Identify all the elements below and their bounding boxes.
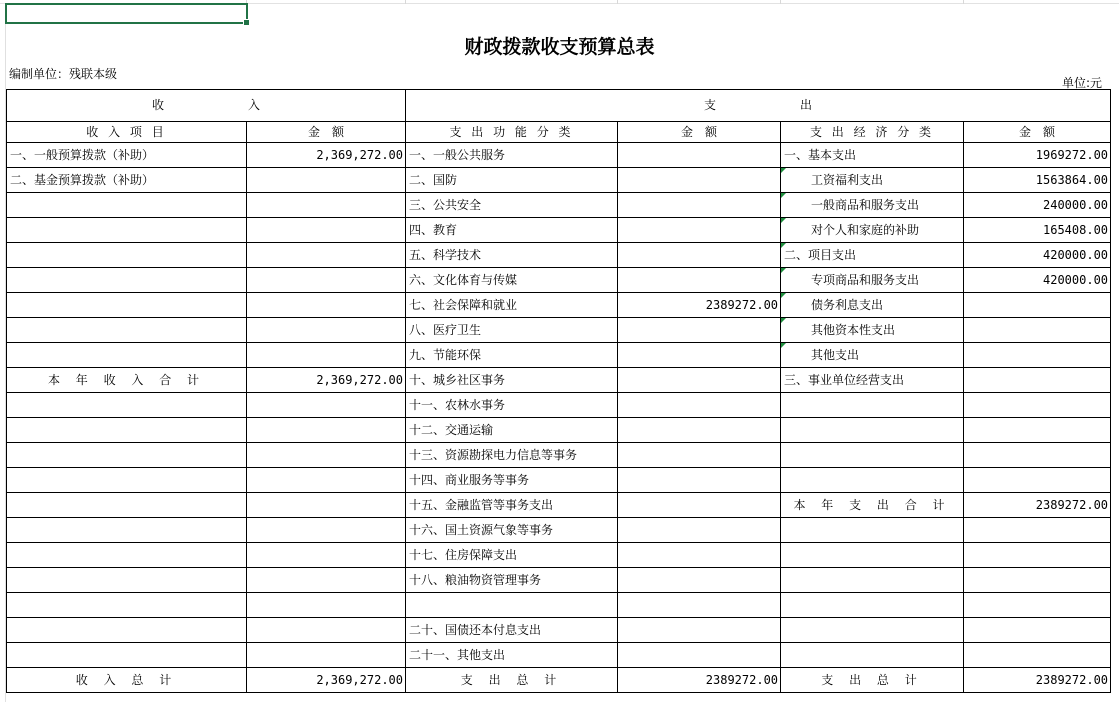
func-amount-cell[interactable] bbox=[618, 193, 781, 218]
econ-amount-cell[interactable]: 2389272.00 bbox=[964, 493, 1111, 518]
econ-amount-cell[interactable] bbox=[964, 393, 1111, 418]
table-row bbox=[7, 268, 1111, 293]
table-row bbox=[7, 443, 1111, 468]
func-amount-cell[interactable] bbox=[618, 418, 781, 443]
econ-amount-cell[interactable] bbox=[964, 618, 1111, 643]
table-row bbox=[7, 518, 1111, 543]
func-item-cell[interactable]: 十三、资源勘探电力信息等事务 bbox=[406, 443, 618, 468]
func-amount-cell[interactable] bbox=[618, 443, 781, 468]
econ-amount-header[interactable]: 金 额 bbox=[964, 122, 1111, 143]
income-amount-cell[interactable]: 2,369,272.00 bbox=[247, 143, 406, 168]
func-amount-cell[interactable] bbox=[618, 468, 781, 493]
income-item-cell[interactable] bbox=[7, 218, 247, 243]
income-item-header[interactable]: 收 入 项 目 bbox=[7, 122, 247, 143]
econ-item-cell[interactable] bbox=[781, 543, 964, 568]
table-row bbox=[7, 368, 1111, 393]
active-cell-selection[interactable] bbox=[5, 3, 248, 24]
table-row bbox=[7, 568, 1111, 593]
econ-amount-cell[interactable] bbox=[964, 418, 1111, 443]
table-row bbox=[7, 593, 1111, 618]
income-item-cell[interactable] bbox=[7, 193, 247, 218]
func-amount-cell[interactable] bbox=[618, 493, 781, 518]
func-amount-cell[interactable] bbox=[618, 243, 781, 268]
gridline bbox=[780, 0, 781, 4]
econ-item-cell[interactable]: 二、项目支出 bbox=[781, 243, 964, 268]
income-amount-cell[interactable] bbox=[247, 343, 406, 368]
econ-amount-cell[interactable] bbox=[964, 518, 1111, 543]
econ-amount-cell[interactable]: 420000.00 bbox=[964, 243, 1111, 268]
econ-amount-cell[interactable] bbox=[964, 368, 1111, 393]
econ-item-cell[interactable] bbox=[781, 518, 964, 543]
econ-item-cell[interactable] bbox=[781, 468, 964, 493]
econ-amount-cell[interactable] bbox=[964, 568, 1111, 593]
income-amount-cell[interactable] bbox=[247, 443, 406, 468]
income-amount-cell[interactable]: 2,369,272.00 bbox=[247, 668, 406, 693]
econ-item-cell[interactable] bbox=[781, 618, 964, 643]
table-row bbox=[7, 643, 1111, 668]
econ-item-cell[interactable]: 一般商品和服务支出 bbox=[781, 193, 964, 218]
income-item-cell[interactable] bbox=[7, 593, 247, 618]
income-item-cell[interactable] bbox=[7, 618, 247, 643]
income-item-cell[interactable] bbox=[7, 493, 247, 518]
income-amount-cell[interactable] bbox=[247, 418, 406, 443]
func-amount-cell[interactable] bbox=[618, 343, 781, 368]
section-header-row bbox=[7, 90, 1111, 122]
income-amount-cell[interactable] bbox=[247, 543, 406, 568]
econ-item-cell[interactable]: 工资福利支出 bbox=[781, 168, 964, 193]
income-item-cell[interactable] bbox=[7, 243, 247, 268]
func-amount-cell[interactable] bbox=[618, 218, 781, 243]
func-item-cell[interactable]: 九、节能环保 bbox=[406, 343, 618, 368]
income-item-cell[interactable] bbox=[7, 518, 247, 543]
func-item-cell[interactable]: 七、社会保障和就业 bbox=[406, 293, 618, 318]
income-amount-cell[interactable] bbox=[247, 168, 406, 193]
func-amount-cell[interactable]: 2389272.00 bbox=[618, 293, 781, 318]
income-item-cell[interactable]: 本 年 收 入 合 计 bbox=[7, 368, 247, 393]
table-row bbox=[7, 193, 1111, 218]
income-item-cell[interactable]: 二、基金预算拨款（补助） bbox=[7, 168, 247, 193]
income-amount-cell[interactable] bbox=[247, 468, 406, 493]
func-item-cell[interactable]: 一、一般公共服务 bbox=[406, 143, 618, 168]
expense-section-header[interactable]: 支 出 bbox=[406, 90, 1111, 122]
func-amount-cell[interactable] bbox=[618, 518, 781, 543]
func-amount-cell[interactable] bbox=[618, 318, 781, 343]
budget-table bbox=[6, 89, 1111, 693]
table-row bbox=[7, 668, 1111, 693]
econ-item-cell[interactable]: 专项商品和服务支出 bbox=[781, 268, 964, 293]
income-item-cell[interactable] bbox=[7, 293, 247, 318]
func-item-cell[interactable]: 十五、金融监管等事务支出 bbox=[406, 493, 618, 518]
income-amount-cell[interactable] bbox=[247, 393, 406, 418]
func-item-cell[interactable]: 支 出 总 计 bbox=[406, 668, 618, 693]
currency-unit-label: 单位:元 bbox=[1062, 76, 1103, 90]
func-item-cell[interactable]: 十二、交通运输 bbox=[406, 418, 618, 443]
income-item-cell[interactable] bbox=[7, 268, 247, 293]
income-amount-cell[interactable] bbox=[247, 643, 406, 668]
gridline bbox=[963, 0, 964, 4]
func-item-cell[interactable]: 十七、住房保障支出 bbox=[406, 543, 618, 568]
func-item-cell[interactable]: 四、教育 bbox=[406, 218, 618, 243]
table-row bbox=[7, 143, 1111, 168]
table-row bbox=[7, 493, 1111, 518]
econ-item-cell[interactable] bbox=[781, 393, 964, 418]
econ-item-cell[interactable]: 本 年 支 出 合 计 bbox=[781, 493, 964, 518]
econ-item-cell[interactable] bbox=[781, 418, 964, 443]
income-item-cell[interactable] bbox=[7, 468, 247, 493]
page-title: 财政拨款收支预算总表 bbox=[464, 36, 655, 58]
econ-item-cell[interactable]: 其他资本性支出 bbox=[781, 318, 964, 343]
table-row bbox=[7, 543, 1111, 568]
income-amount-cell[interactable] bbox=[247, 268, 406, 293]
econ-item-cell[interactable]: 对个人和家庭的补助 bbox=[781, 218, 964, 243]
econ-amount-cell[interactable]: 420000.00 bbox=[964, 268, 1111, 293]
func-amount-header[interactable]: 金 额 bbox=[618, 122, 781, 143]
income-amount-cell[interactable] bbox=[247, 568, 406, 593]
income-item-cell[interactable] bbox=[7, 343, 247, 368]
income-amount-cell[interactable] bbox=[247, 293, 406, 318]
func-item-cell[interactable]: 六、文化体育与传媒 bbox=[406, 268, 618, 293]
func-amount-cell[interactable]: 2389272.00 bbox=[618, 668, 781, 693]
income-item-cell[interactable] bbox=[7, 568, 247, 593]
income-section-header[interactable]: 收 入 bbox=[7, 90, 406, 122]
func-item-cell[interactable]: 八、医疗卫生 bbox=[406, 318, 618, 343]
table-row bbox=[7, 343, 1111, 368]
func-amount-cell[interactable] bbox=[618, 543, 781, 568]
table-row bbox=[7, 218, 1111, 243]
econ-item-cell[interactable]: 其他支出 bbox=[781, 343, 964, 368]
func-item-cell[interactable]: 十四、商业服务等事务 bbox=[406, 468, 618, 493]
func-item-cell[interactable]: 十六、国土资源气象等事务 bbox=[406, 518, 618, 543]
income-item-cell[interactable] bbox=[7, 443, 247, 468]
econ-item-cell[interactable] bbox=[781, 443, 964, 468]
func-item-cell[interactable]: 五、科学技术 bbox=[406, 243, 618, 268]
econ-item-cell[interactable]: 支 出 总 计 bbox=[781, 668, 964, 693]
econ-item-cell[interactable] bbox=[781, 593, 964, 618]
income-amount-cell[interactable]: 2,369,272.00 bbox=[247, 368, 406, 393]
table-row bbox=[7, 318, 1111, 343]
table-row bbox=[7, 293, 1111, 318]
func-amount-cell[interactable] bbox=[618, 593, 781, 618]
econ-amount-cell[interactable] bbox=[964, 318, 1111, 343]
income-amount-cell[interactable] bbox=[247, 318, 406, 343]
income-item-cell[interactable] bbox=[7, 643, 247, 668]
income-item-cell[interactable] bbox=[7, 393, 247, 418]
econ-amount-cell[interactable] bbox=[964, 643, 1111, 668]
table-row bbox=[7, 418, 1111, 443]
income-item-cell[interactable] bbox=[7, 418, 247, 443]
table-row bbox=[7, 618, 1111, 643]
econ-amount-cell[interactable] bbox=[964, 468, 1111, 493]
income-amount-cell[interactable] bbox=[247, 493, 406, 518]
compiling-unit-label: 编制单位：残联本级 bbox=[9, 67, 118, 81]
gridline bbox=[617, 0, 618, 4]
income-amount-cell[interactable] bbox=[247, 618, 406, 643]
income-amount-cell[interactable] bbox=[247, 593, 406, 618]
func-amount-cell[interactable] bbox=[618, 368, 781, 393]
func-amount-cell[interactable] bbox=[618, 268, 781, 293]
econ-item-cell[interactable]: 三、事业单位经营支出 bbox=[781, 368, 964, 393]
income-item-cell[interactable]: 收 入 总 计 bbox=[7, 668, 247, 693]
func-amount-cell[interactable] bbox=[618, 393, 781, 418]
table-row bbox=[7, 468, 1111, 493]
func-item-cell[interactable]: 十八、粮油物资管理事务 bbox=[406, 568, 618, 593]
econ-amount-cell[interactable]: 165408.00 bbox=[964, 218, 1111, 243]
func-item-cell[interactable]: 二十、国债还本付息支出 bbox=[406, 618, 618, 643]
econ-item-cell[interactable] bbox=[781, 643, 964, 668]
gridline bbox=[405, 0, 406, 4]
econ-amount-cell[interactable] bbox=[964, 293, 1111, 318]
func-amount-cell[interactable] bbox=[618, 143, 781, 168]
econ-item-cell[interactable]: 债务利息支出 bbox=[781, 293, 964, 318]
func-amount-cell[interactable] bbox=[618, 168, 781, 193]
func-amount-cell[interactable] bbox=[618, 618, 781, 643]
income-amount-cell[interactable] bbox=[247, 518, 406, 543]
econ-amount-cell[interactable]: 1563864.00 bbox=[964, 168, 1111, 193]
income-item-cell[interactable] bbox=[7, 543, 247, 568]
func-item-cell[interactable]: 三、公共安全 bbox=[406, 193, 618, 218]
econ-amount-cell[interactable]: 2389272.00 bbox=[964, 668, 1111, 693]
income-amount-cell[interactable] bbox=[247, 193, 406, 218]
table-row bbox=[7, 393, 1111, 418]
func-category-header[interactable]: 支 出 功 能 分 类 bbox=[406, 122, 618, 143]
econ-amount-cell[interactable]: 1969272.00 bbox=[964, 143, 1111, 168]
func-item-cell[interactable]: 十、城乡社区事务 bbox=[406, 368, 618, 393]
income-amount-cell[interactable] bbox=[247, 218, 406, 243]
func-item-cell[interactable]: 十一、农林水事务 bbox=[406, 393, 618, 418]
func-amount-cell[interactable] bbox=[618, 643, 781, 668]
income-item-cell[interactable] bbox=[7, 318, 247, 343]
econ-amount-cell[interactable] bbox=[964, 593, 1111, 618]
table-row bbox=[7, 243, 1111, 268]
econ-item-cell[interactable] bbox=[781, 568, 964, 593]
func-item-cell[interactable]: 二十一、其他支出 bbox=[406, 643, 618, 668]
econ-amount-cell[interactable] bbox=[964, 543, 1111, 568]
income-amount-header[interactable]: 金 额 bbox=[247, 122, 406, 143]
econ-item-cell[interactable]: 一、基本支出 bbox=[781, 143, 964, 168]
econ-amount-cell[interactable] bbox=[964, 443, 1111, 468]
econ-category-header[interactable]: 支 出 经 济 分 类 bbox=[781, 122, 964, 143]
func-item-cell[interactable]: 二、国防 bbox=[406, 168, 618, 193]
income-amount-cell[interactable] bbox=[247, 243, 406, 268]
column-header-row bbox=[7, 122, 1111, 143]
income-item-cell[interactable]: 一、一般预算拨款（补助） bbox=[7, 143, 247, 168]
econ-amount-cell[interactable]: 240000.00 bbox=[964, 193, 1111, 218]
func-item-cell[interactable] bbox=[406, 593, 618, 618]
econ-amount-cell[interactable] bbox=[964, 343, 1111, 368]
func-amount-cell[interactable] bbox=[618, 568, 781, 593]
table-row bbox=[7, 168, 1111, 193]
